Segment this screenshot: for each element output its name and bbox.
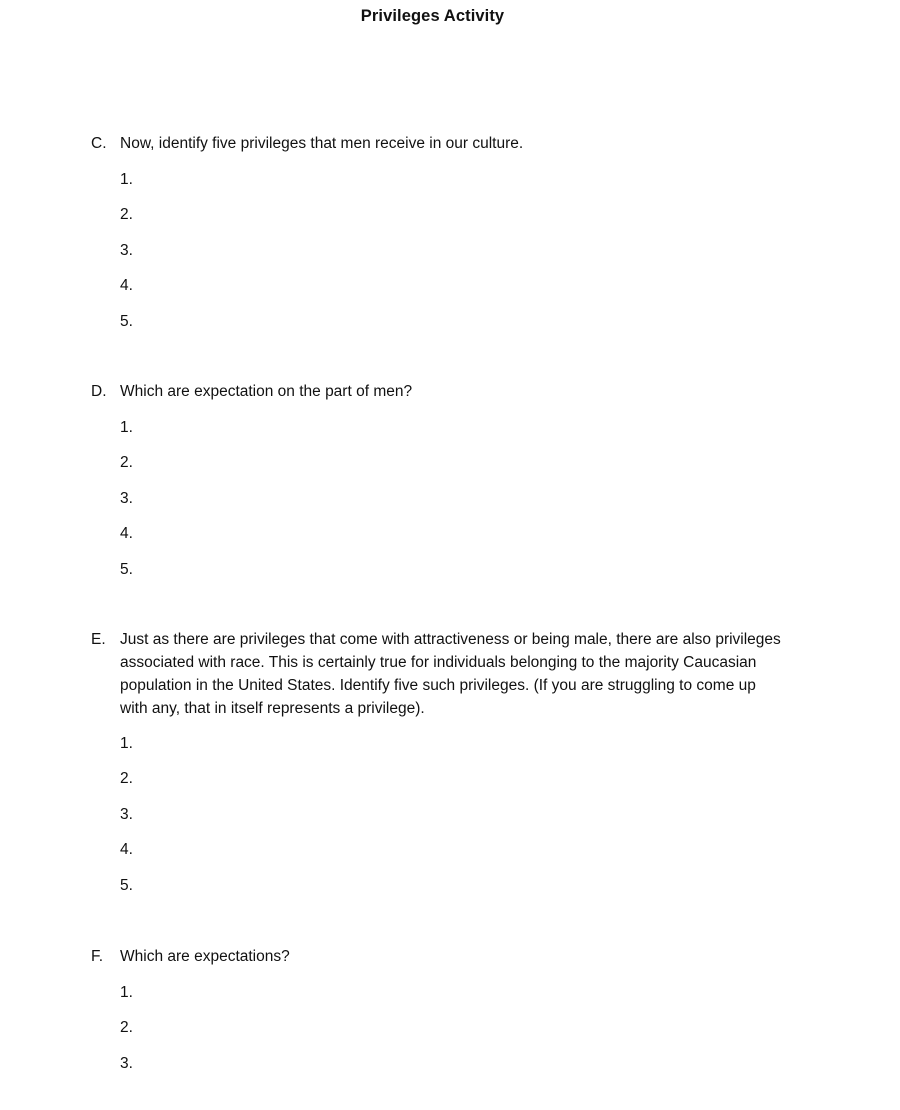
- question-text-line: population in the United States. Identify five such privileges. (If you are struggling to come up: [120, 677, 756, 694]
- list-item: 5.: [120, 877, 133, 894]
- list-item: 1.: [120, 419, 133, 436]
- list-item: 3.: [120, 806, 133, 823]
- list-item: 1.: [120, 984, 133, 1001]
- list-item: 2.: [120, 206, 133, 223]
- list-item: 1.: [120, 735, 133, 752]
- question-letter: F.: [91, 948, 104, 965]
- question-text: Now, identify five privileges that men receive in our culture.: [120, 135, 524, 152]
- question-letter: D.: [91, 383, 107, 400]
- list-item: 5.: [120, 561, 133, 578]
- question-e: [0, 628, 900, 894]
- list-item: 5.: [120, 313, 133, 330]
- list-item: 3.: [120, 490, 133, 507]
- question-text-line: with any, that in itself represents a privilege).: [120, 700, 425, 717]
- question-text: Which are expectation on the part of men?: [120, 383, 413, 400]
- question-text: Which are expectations?: [120, 948, 290, 965]
- question-d-header: [0, 380, 900, 403]
- question-d: [0, 380, 900, 578]
- list-item: 3.: [120, 242, 133, 259]
- question-letter: E.: [91, 631, 106, 648]
- question-c: [0, 132, 900, 330]
- question-text-line: Just as there are privileges that come with attractiveness or being male, there are also privileges: [120, 631, 781, 648]
- question-text: [120, 628, 810, 720]
- question-f: [0, 945, 900, 1072]
- list-item: 2.: [120, 454, 133, 471]
- question-f-header: [0, 945, 900, 968]
- list-item: 2.: [120, 1019, 133, 1036]
- question-e-header: [0, 628, 900, 720]
- question-text-line: associated with race. This is certainly true for individuals belonging to the majority Caucasian: [120, 654, 757, 671]
- list-item: 4.: [120, 525, 133, 542]
- list-item: 4.: [120, 841, 133, 858]
- list-item: 2.: [120, 770, 133, 787]
- list-item: 3.: [120, 1055, 133, 1072]
- question-c-header: [0, 132, 900, 155]
- list-item: 1.: [120, 171, 133, 188]
- question-letter: C.: [91, 135, 107, 152]
- list-item: 4.: [120, 277, 133, 294]
- page-title: Privileges Activity: [360, 7, 505, 25]
